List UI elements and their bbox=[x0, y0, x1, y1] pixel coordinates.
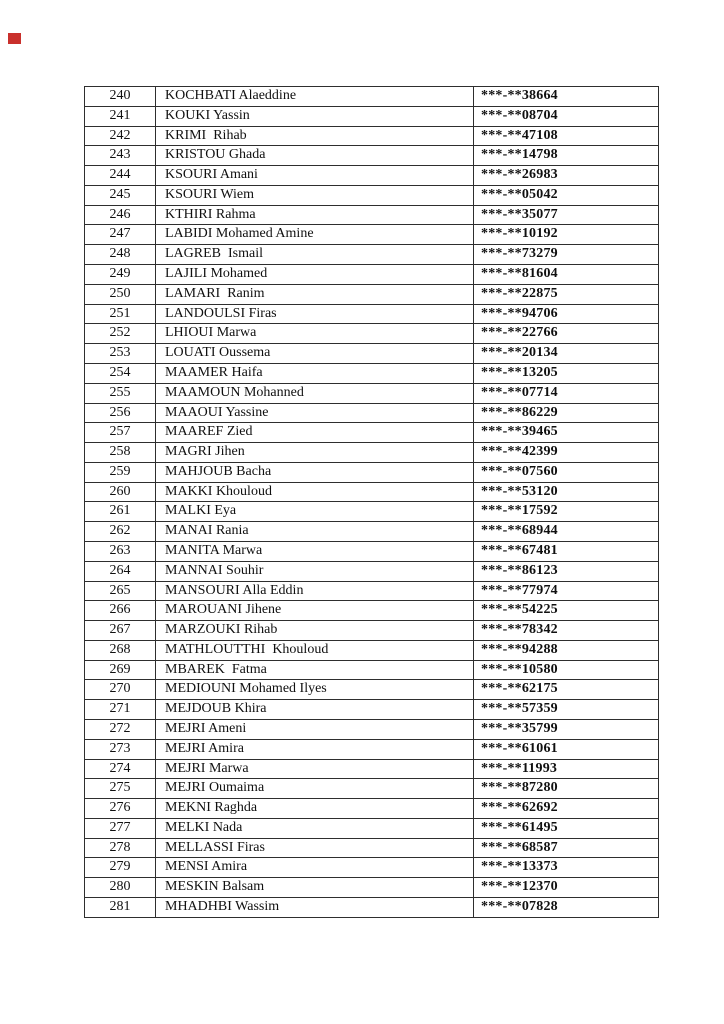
masked-id-cell: ***-**10192 bbox=[474, 225, 659, 245]
row-index-cell: 278 bbox=[85, 838, 156, 858]
row-index-cell: 273 bbox=[85, 739, 156, 759]
row-index-cell: 257 bbox=[85, 423, 156, 443]
row-index-cell: 274 bbox=[85, 759, 156, 779]
table-row bbox=[85, 106, 659, 126]
name-cell: MAAOUI Yassine bbox=[156, 403, 474, 423]
name-cell: MBAREK Fatma bbox=[156, 660, 474, 680]
name-cell: LAJILI Mohamed bbox=[156, 265, 474, 285]
masked-id-cell: ***-**62692 bbox=[474, 799, 659, 819]
masked-id-cell: ***-**07828 bbox=[474, 898, 659, 918]
table-row bbox=[85, 423, 659, 443]
table-row bbox=[85, 680, 659, 700]
table-row bbox=[85, 838, 659, 858]
table-row bbox=[85, 265, 659, 285]
row-index-cell: 269 bbox=[85, 660, 156, 680]
table-row bbox=[85, 146, 659, 166]
table-row bbox=[85, 185, 659, 205]
table-row bbox=[85, 561, 659, 581]
name-cell: MANAI Rania bbox=[156, 522, 474, 542]
row-index-cell: 248 bbox=[85, 245, 156, 265]
masked-id-cell: ***-**57359 bbox=[474, 700, 659, 720]
masked-id-cell: ***-**78342 bbox=[474, 621, 659, 641]
row-index-cell: 279 bbox=[85, 858, 156, 878]
masked-id-cell: ***-**13205 bbox=[474, 363, 659, 383]
masked-id-cell: ***-**67481 bbox=[474, 541, 659, 561]
name-cell: LOUATI Oussema bbox=[156, 344, 474, 364]
table-row bbox=[85, 284, 659, 304]
name-cell: KSOURI Amani bbox=[156, 166, 474, 186]
table-row bbox=[85, 166, 659, 186]
table-row bbox=[85, 245, 659, 265]
name-cell: LANDOULSI Firas bbox=[156, 304, 474, 324]
masked-id-cell: ***-**53120 bbox=[474, 482, 659, 502]
row-index-cell: 270 bbox=[85, 680, 156, 700]
table-row bbox=[85, 601, 659, 621]
masked-id-cell: ***-**86123 bbox=[474, 561, 659, 581]
row-index-cell: 249 bbox=[85, 265, 156, 285]
name-cell: MANSOURI Alla Eddin bbox=[156, 581, 474, 601]
row-index-cell: 277 bbox=[85, 818, 156, 838]
name-cell: KRIMI Rihab bbox=[156, 126, 474, 146]
name-cell: KOUKI Yassin bbox=[156, 106, 474, 126]
row-index-cell: 262 bbox=[85, 522, 156, 542]
name-cell: MAAMOUN Mohanned bbox=[156, 383, 474, 403]
row-index-cell: 245 bbox=[85, 185, 156, 205]
masked-id-cell: ***-**62175 bbox=[474, 680, 659, 700]
row-index-cell: 242 bbox=[85, 126, 156, 146]
table-row bbox=[85, 581, 659, 601]
roster-table bbox=[84, 86, 659, 918]
table-row bbox=[85, 898, 659, 918]
row-index-cell: 266 bbox=[85, 601, 156, 621]
masked-id-cell: ***-**10580 bbox=[474, 660, 659, 680]
row-index-cell: 240 bbox=[85, 87, 156, 107]
table-row bbox=[85, 462, 659, 482]
table-row bbox=[85, 126, 659, 146]
name-cell: MELKI Nada bbox=[156, 818, 474, 838]
masked-id-cell: ***-**07714 bbox=[474, 383, 659, 403]
name-cell: LABIDI Mohamed Amine bbox=[156, 225, 474, 245]
name-cell: KRISTOU Ghada bbox=[156, 146, 474, 166]
row-index-cell: 261 bbox=[85, 502, 156, 522]
name-cell: MANITA Marwa bbox=[156, 541, 474, 561]
row-index-cell: 250 bbox=[85, 284, 156, 304]
name-cell: MEDIOUNI Mohamed Ilyes bbox=[156, 680, 474, 700]
table-row bbox=[85, 878, 659, 898]
row-index-cell: 267 bbox=[85, 621, 156, 641]
row-index-cell: 256 bbox=[85, 403, 156, 423]
row-index-cell: 259 bbox=[85, 462, 156, 482]
masked-id-cell: ***-**12370 bbox=[474, 878, 659, 898]
table-row bbox=[85, 818, 659, 838]
table-row bbox=[85, 502, 659, 522]
name-cell: MAGRI Jihen bbox=[156, 443, 474, 463]
masked-id-cell: ***-**13373 bbox=[474, 858, 659, 878]
table-row bbox=[85, 858, 659, 878]
table-row bbox=[85, 700, 659, 720]
row-index-cell: 271 bbox=[85, 700, 156, 720]
table-row bbox=[85, 324, 659, 344]
masked-id-cell: ***-**22766 bbox=[474, 324, 659, 344]
masked-id-cell: ***-**35077 bbox=[474, 205, 659, 225]
table-row bbox=[85, 799, 659, 819]
masked-id-cell: ***-**42399 bbox=[474, 443, 659, 463]
name-cell: MANNAI Souhir bbox=[156, 561, 474, 581]
masked-id-cell: ***-**73279 bbox=[474, 245, 659, 265]
table-row bbox=[85, 344, 659, 364]
masked-id-cell: ***-**54225 bbox=[474, 601, 659, 621]
row-index-cell: 272 bbox=[85, 720, 156, 740]
masked-id-cell: ***-**77974 bbox=[474, 581, 659, 601]
table-row bbox=[85, 759, 659, 779]
name-cell: LHIOUI Marwa bbox=[156, 324, 474, 344]
masked-id-cell: ***-**94706 bbox=[474, 304, 659, 324]
row-index-cell: 244 bbox=[85, 166, 156, 186]
row-index-cell: 241 bbox=[85, 106, 156, 126]
name-cell: MEJRI Amira bbox=[156, 739, 474, 759]
name-cell: MENSI Amira bbox=[156, 858, 474, 878]
roster-table-body bbox=[85, 87, 659, 918]
table-row bbox=[85, 621, 659, 641]
masked-id-cell: ***-**61495 bbox=[474, 818, 659, 838]
table-row bbox=[85, 779, 659, 799]
table-row bbox=[85, 541, 659, 561]
name-cell: MALKI Eya bbox=[156, 502, 474, 522]
table-row bbox=[85, 443, 659, 463]
masked-id-cell: ***-**35799 bbox=[474, 720, 659, 740]
table-row bbox=[85, 383, 659, 403]
red-annotation-marker bbox=[8, 33, 21, 44]
name-cell: MEJRI Ameni bbox=[156, 720, 474, 740]
row-index-cell: 253 bbox=[85, 344, 156, 364]
name-cell: MEJDOUB Khira bbox=[156, 700, 474, 720]
row-index-cell: 258 bbox=[85, 443, 156, 463]
name-cell: MAHJOUB Bacha bbox=[156, 462, 474, 482]
table-row bbox=[85, 522, 659, 542]
name-cell: LAGREB Ismail bbox=[156, 245, 474, 265]
name-cell: MAAREF Zied bbox=[156, 423, 474, 443]
masked-id-cell: ***-**68944 bbox=[474, 522, 659, 542]
masked-id-cell: ***-**14798 bbox=[474, 146, 659, 166]
masked-id-cell: ***-**17592 bbox=[474, 502, 659, 522]
row-index-cell: 275 bbox=[85, 779, 156, 799]
masked-id-cell: ***-**26983 bbox=[474, 166, 659, 186]
row-index-cell: 265 bbox=[85, 581, 156, 601]
table-row bbox=[85, 660, 659, 680]
table-row bbox=[85, 304, 659, 324]
row-index-cell: 268 bbox=[85, 640, 156, 660]
masked-id-cell: ***-**86229 bbox=[474, 403, 659, 423]
masked-id-cell: ***-**20134 bbox=[474, 344, 659, 364]
name-cell: MATHLOUTTHI Khouloud bbox=[156, 640, 474, 660]
masked-id-cell: ***-**81604 bbox=[474, 265, 659, 285]
table-row bbox=[85, 225, 659, 245]
row-index-cell: 246 bbox=[85, 205, 156, 225]
name-cell: MESKIN Balsam bbox=[156, 878, 474, 898]
row-index-cell: 280 bbox=[85, 878, 156, 898]
table-row bbox=[85, 482, 659, 502]
masked-id-cell: ***-**22875 bbox=[474, 284, 659, 304]
name-cell: KSOURI Wiem bbox=[156, 185, 474, 205]
table-row bbox=[85, 363, 659, 383]
row-index-cell: 264 bbox=[85, 561, 156, 581]
masked-id-cell: ***-**11993 bbox=[474, 759, 659, 779]
row-index-cell: 263 bbox=[85, 541, 156, 561]
masked-id-cell: ***-**68587 bbox=[474, 838, 659, 858]
name-cell: KTHIRI Rahma bbox=[156, 205, 474, 225]
masked-id-cell: ***-**05042 bbox=[474, 185, 659, 205]
name-cell: MARZOUKI Rihab bbox=[156, 621, 474, 641]
row-index-cell: 254 bbox=[85, 363, 156, 383]
masked-id-cell: ***-**39465 bbox=[474, 423, 659, 443]
table-row bbox=[85, 87, 659, 107]
masked-id-cell: ***-**87280 bbox=[474, 779, 659, 799]
name-cell: MAROUANI Jihene bbox=[156, 601, 474, 621]
name-cell: LAMARI Ranim bbox=[156, 284, 474, 304]
name-cell: KOCHBATI Alaeddine bbox=[156, 87, 474, 107]
masked-id-cell: ***-**08704 bbox=[474, 106, 659, 126]
masked-id-cell: ***-**38664 bbox=[474, 87, 659, 107]
row-index-cell: 281 bbox=[85, 898, 156, 918]
table-row bbox=[85, 403, 659, 423]
row-index-cell: 243 bbox=[85, 146, 156, 166]
row-index-cell: 251 bbox=[85, 304, 156, 324]
table-row bbox=[85, 640, 659, 660]
row-index-cell: 276 bbox=[85, 799, 156, 819]
name-cell: MEJRI Oumaima bbox=[156, 779, 474, 799]
row-index-cell: 255 bbox=[85, 383, 156, 403]
name-cell: MAKKI Khouloud bbox=[156, 482, 474, 502]
masked-id-cell: ***-**47108 bbox=[474, 126, 659, 146]
table-row bbox=[85, 739, 659, 759]
masked-id-cell: ***-**61061 bbox=[474, 739, 659, 759]
name-cell: MAAMER Haifa bbox=[156, 363, 474, 383]
masked-id-cell: ***-**94288 bbox=[474, 640, 659, 660]
name-cell: MEJRI Marwa bbox=[156, 759, 474, 779]
name-cell: MELLASSI Firas bbox=[156, 838, 474, 858]
table-row bbox=[85, 720, 659, 740]
table-row bbox=[85, 205, 659, 225]
row-index-cell: 252 bbox=[85, 324, 156, 344]
row-index-cell: 260 bbox=[85, 482, 156, 502]
masked-id-cell: ***-**07560 bbox=[474, 462, 659, 482]
name-cell: MEKNI Raghda bbox=[156, 799, 474, 819]
row-index-cell: 247 bbox=[85, 225, 156, 245]
name-cell: MHADHBI Wassim bbox=[156, 898, 474, 918]
